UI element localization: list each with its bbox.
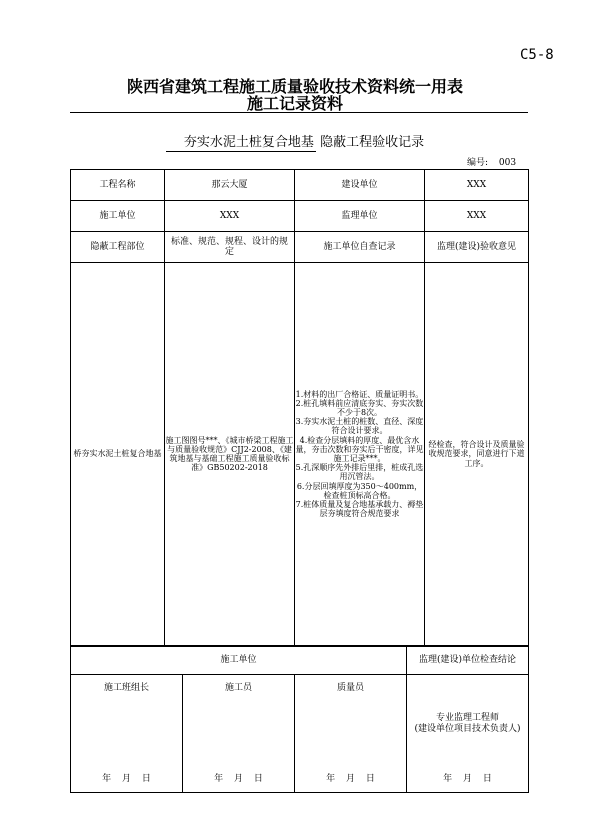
header-selfcheck: 施工单位自查记录 bbox=[295, 232, 425, 263]
signature-table bbox=[70, 646, 529, 793]
footer-supervisor-conclusion: 监理(建设)单位检查结论 bbox=[407, 647, 529, 675]
project-name-value: 那云大厦 bbox=[165, 170, 295, 201]
quality-date: 年 月 日 bbox=[326, 773, 375, 784]
selfcheck-item: 7.桩体质量及复合地基承载力、褥垫层夯填度符合规范要求 bbox=[295, 499, 424, 519]
page-subtitle: 施工记录资料 bbox=[246, 94, 343, 113]
header-standard: 标准、规范、规程、设计的规定 bbox=[165, 232, 295, 263]
contractor-label: 施工单位 bbox=[71, 201, 165, 232]
engineer-date: 年 月 日 bbox=[443, 773, 492, 784]
selfcheck-item: 5.孔深顺序先外排后里排，桩成孔选用沉管法。 bbox=[295, 463, 424, 482]
record-number-label: 编号: bbox=[467, 158, 489, 168]
worker-label: 施工员 bbox=[224, 683, 252, 693]
project-name-label: 工程名称 bbox=[71, 170, 165, 201]
standard-cell: 施工图图号***、《城市桥梁工程施工与质量验收规范》CJJ2-2008、《建筑地基与基础工程施工质量验收标准》GB50202-2018 bbox=[165, 263, 295, 646]
selfcheck-item: 6.分层回填厚度为350～400mm，检查桩顶标高合格。 bbox=[296, 481, 423, 500]
team-leader-label: 施工班组长 bbox=[103, 683, 149, 693]
hidden-part-cell: 桥夯实水泥土桩复合地基 bbox=[71, 263, 165, 646]
footer-contractor: 施工单位 bbox=[71, 647, 407, 675]
record-title-item: 夯实水泥土桩复合地基 bbox=[166, 131, 316, 152]
header-opinion: 监理(建设)验收意见 bbox=[425, 232, 529, 263]
title-divider bbox=[70, 112, 528, 113]
engineer-subtitle: (建设单位项目技术负责人) bbox=[414, 724, 521, 735]
selfcheck-item: 3.夯实水泥土桩的桩数、直径、深度符合设计要求。 bbox=[295, 417, 424, 436]
record-title bbox=[0, 131, 590, 152]
supervisor-label: 监理单位 bbox=[295, 201, 425, 232]
selfcheck-cell bbox=[295, 263, 425, 646]
selfcheck-item: 2.桩孔填料前应清底夯实、夯实次数不少于8次。 bbox=[295, 398, 424, 418]
contractor-value: XXX bbox=[165, 201, 295, 232]
quality-label: 质量员 bbox=[337, 683, 365, 693]
engineer-title: 专业监理工程师 bbox=[436, 713, 500, 723]
team-leader-cell bbox=[71, 675, 183, 793]
opinion-cell: 经检查，符合设计及质量验收规范要求，同意进行下道工序。 bbox=[425, 263, 529, 646]
builder-label: 建设单位 bbox=[295, 170, 425, 201]
engineer-cell bbox=[407, 675, 529, 793]
record-number-value: 003 bbox=[498, 158, 517, 168]
supervisor-value: XXX bbox=[425, 201, 529, 232]
selfcheck-item: 1.材料的出厂合格证、质量证明书。 bbox=[295, 389, 424, 399]
header-part: 隐蔽工程部位 bbox=[71, 232, 165, 263]
team-leader-date: 年 月 日 bbox=[102, 773, 151, 784]
worker-date: 年 月 日 bbox=[214, 773, 263, 784]
record-table bbox=[70, 169, 529, 646]
selfcheck-item: 4.检查分层填料的厚度、最优含水量，夯击次数和夯实后干密度，详见施工记录***。 bbox=[295, 435, 424, 463]
form-code: C5-8 bbox=[520, 47, 554, 63]
page-title: 陕西省建筑工程施工质量验收技术资料统一用表 bbox=[126, 77, 463, 96]
quality-cell bbox=[295, 675, 407, 793]
worker-cell bbox=[183, 675, 295, 793]
builder-value: XXX bbox=[425, 170, 529, 201]
record-title-rest: 隐蔽工程验收记录 bbox=[320, 135, 425, 150]
record-number bbox=[467, 155, 516, 168]
